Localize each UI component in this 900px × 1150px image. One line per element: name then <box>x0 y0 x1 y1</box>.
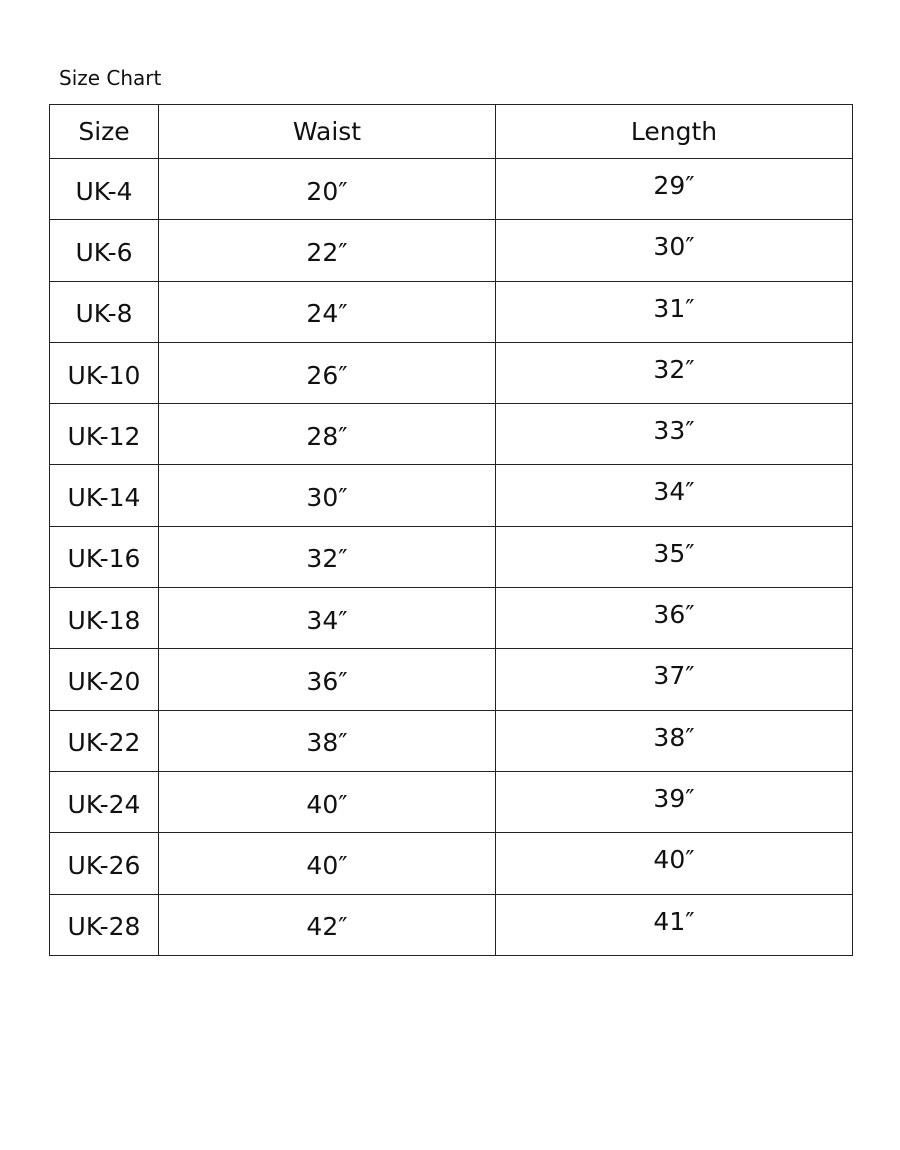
table-row <box>50 526 853 587</box>
size-cell: UK-12 <box>50 404 159 465</box>
table-row <box>50 342 853 403</box>
waist-cell: 28″ <box>159 404 496 465</box>
size-cell: UK-24 <box>50 771 159 832</box>
length-cell: 35″ <box>496 526 853 587</box>
waist-cell: 22″ <box>159 220 496 281</box>
length-cell: 36″ <box>496 588 853 649</box>
size-cell: UK-6 <box>50 220 159 281</box>
column-header-size: Size <box>50 105 159 159</box>
size-cell: UK-20 <box>50 649 159 710</box>
column-header-length: Length <box>496 105 853 159</box>
table-row <box>50 710 853 771</box>
size-cell: UK-22 <box>50 710 159 771</box>
length-cell: 32″ <box>496 342 853 403</box>
waist-cell: 34″ <box>159 588 496 649</box>
waist-cell: 24″ <box>159 281 496 342</box>
waist-cell: 30″ <box>159 465 496 526</box>
table-row <box>50 404 853 465</box>
size-cell: UK-10 <box>50 342 159 403</box>
table-row <box>50 894 853 955</box>
size-cell: UK-4 <box>50 159 159 220</box>
length-cell: 41″ <box>496 894 853 955</box>
size-cell: UK-26 <box>50 833 159 894</box>
table-row <box>50 588 853 649</box>
size-cell: UK-28 <box>50 894 159 955</box>
length-cell: 34″ <box>496 465 853 526</box>
waist-cell: 20″ <box>159 159 496 220</box>
waist-cell: 26″ <box>159 342 496 403</box>
table-row <box>50 771 853 832</box>
size-table <box>49 104 853 956</box>
length-cell: 31″ <box>496 281 853 342</box>
length-cell: 33″ <box>496 404 853 465</box>
table-header-row <box>50 105 853 159</box>
length-cell: 40″ <box>496 833 853 894</box>
length-cell: 38″ <box>496 710 853 771</box>
table-row <box>50 281 853 342</box>
size-cell: UK-18 <box>50 588 159 649</box>
page-title: Size Chart <box>59 66 162 90</box>
waist-cell: 38″ <box>159 710 496 771</box>
size-cell: UK-14 <box>50 465 159 526</box>
table-row <box>50 833 853 894</box>
length-cell: 39″ <box>496 771 853 832</box>
waist-cell: 42″ <box>159 894 496 955</box>
waist-cell: 40″ <box>159 833 496 894</box>
length-cell: 37″ <box>496 649 853 710</box>
length-cell: 29″ <box>496 159 853 220</box>
length-cell: 30″ <box>496 220 853 281</box>
table-row <box>50 465 853 526</box>
size-cell: UK-16 <box>50 526 159 587</box>
table-row <box>50 220 853 281</box>
waist-cell: 36″ <box>159 649 496 710</box>
waist-cell: 32″ <box>159 526 496 587</box>
size-cell: UK-8 <box>50 281 159 342</box>
column-header-waist: Waist <box>159 105 496 159</box>
table-row <box>50 649 853 710</box>
waist-cell: 40″ <box>159 771 496 832</box>
table-row <box>50 159 853 220</box>
